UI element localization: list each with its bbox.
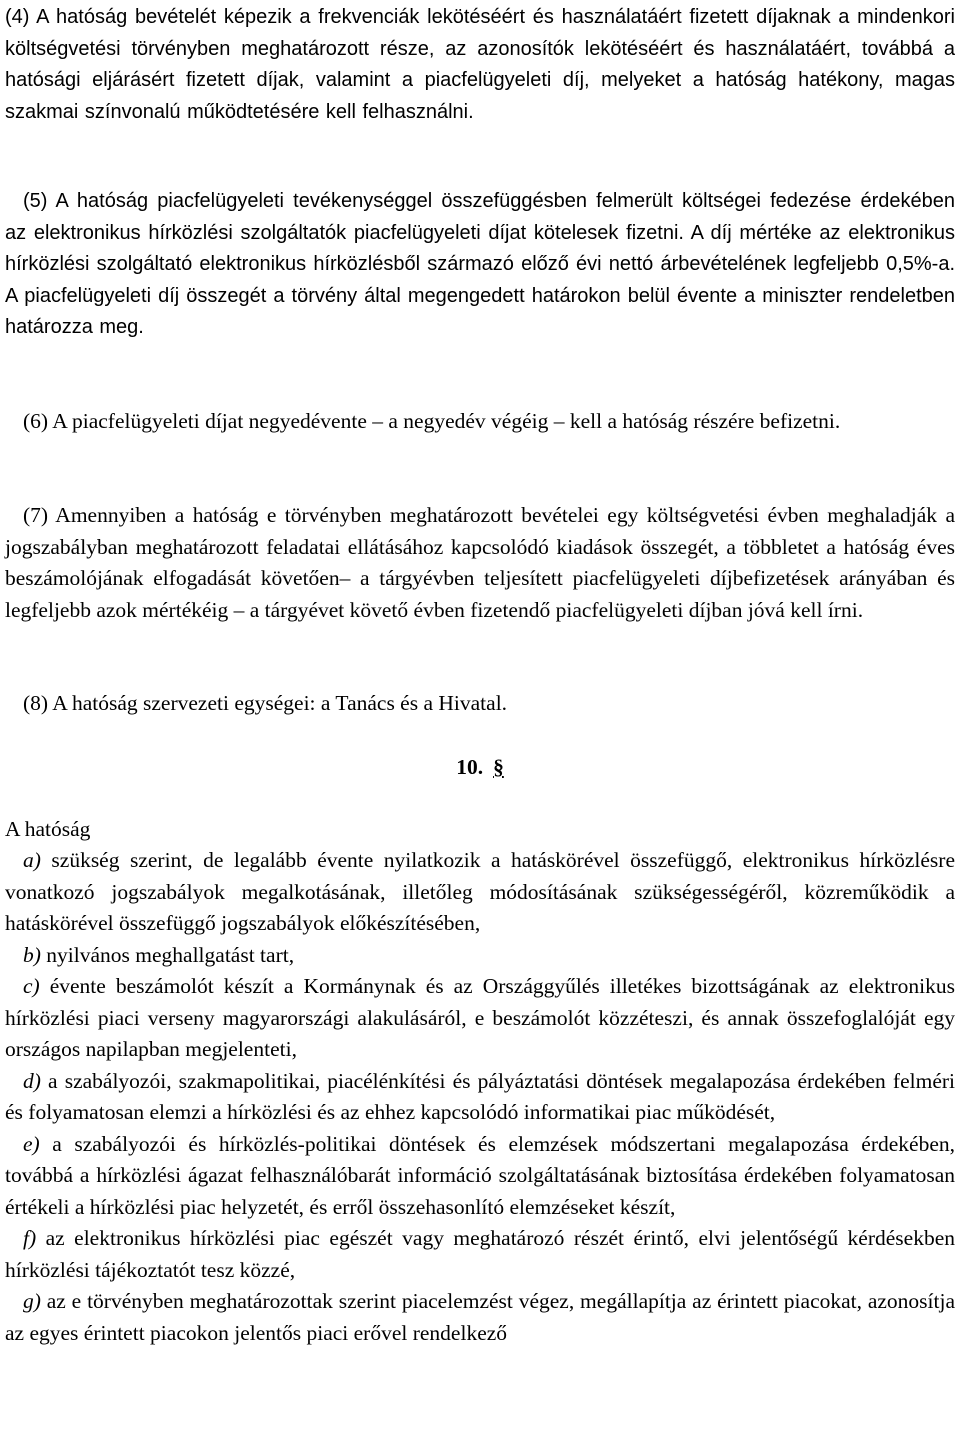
paragraph-7: (7) Amennyiben a hatóság e törvényben meghatározott bevételei egy költségvetési évben meghaladják a jogszabályban meghatározott feladatai ellátásához kapcsolódó kiadások összegét, a többletet a hatóság éves beszámolójának elfogadását követően– a tárgyévben teljesített piacfelügyeleti díjbefizetések arányában és legfeljebb azok mértékéig – a tárgyévet követő évben fizetendő piacfelügyeleti díjban jóvá kell írni.	[5, 503, 955, 622]
paragraph-6: (6) A piacfelügyeleti díjat negyedévente – a negyedév végéig – kell a hatóság részére befizetni.	[23, 409, 841, 433]
list-item	[5, 1066, 955, 1129]
item-label: b)	[23, 942, 41, 967]
section-number: 10.	[456, 755, 484, 779]
list-item	[5, 1129, 955, 1224]
item-text: a szabályozói, szakmapolitikai, piacélénkítési és pályáztatási döntések megalapozása érdekében felméri és folyamatosan elemzi a hírközlési és az ehhez kapcsolódó informatikai piac működését,	[5, 1068, 956, 1124]
paragraph-5: (5) A hatóság piacfelügyeleti tevékenységgel összefüggésben felmerült költségei fedezése érdekében az elektronikus hírközlési szolgáltatók piacfelügyeleti díjat kötelesek fizetni. A díj mértéke az elektronikus hírközlési szolgáltató elektronikus hírközlésből származó előző évi nettó árbevételének legfeljebb 0,5%-a. A piacfelügyeleti díj összegét a törvény által megengedett határokon belül évente a miniszter rendeletben határozza meg.	[5, 190, 955, 338]
list-item	[5, 1286, 955, 1349]
item-label: d)	[23, 1068, 41, 1093]
item-text: a szabályozói és hírközlés-politikai döntések és elemzések módszertani megalapozása érdekében, továbbá a hírközlési ágazat felhasználóbarát információ szolgáltatásának biztosítása érdekében folyamatosan értékeli a hírközlési piac helyzetét, és erről összehasonlító elemzéseket készít,	[5, 1131, 956, 1219]
item-text: szükség szerint, de legalább évente nyilatkozik a hatáskörével összefüggő, elektronikus hírközlésre vonatkozó jogszabályok megalkotásának, illetőleg módosításának szükségességéről, közreműködik a hatáskörével összefüggő jogszabályok előkészítésében,	[5, 848, 955, 935]
paragraph-4: (4) A hatóság bevételét képezik a frekvenciák lekötéséért és használatáért fizetett díjaknak a mindenkori költségvetési törvényben meghatározott része, az azonosítók lekötéséért és használatáért, továbbá a hatósági eljárásért fizetett díjak, valamint a piacfelügyeleti díj, melyeket a hatóság hatékony, magas szakmai színvonalú működtetésére kell felhasználni.	[5, 6, 955, 123]
paragraph-8: (8) A hatóság szervezeti egységei: a Tanács és a Hivatal.	[23, 691, 508, 715]
section-heading	[5, 752, 955, 784]
list-item	[5, 1223, 955, 1286]
item-label: a)	[23, 848, 41, 872]
list-item	[5, 845, 955, 940]
section-intro: A hatóság	[5, 817, 91, 841]
item-label: c)	[23, 974, 40, 998]
item-text: nyilvános meghallgatást tart,	[46, 942, 295, 967]
item-label: e)	[23, 1131, 40, 1156]
list-item	[5, 971, 955, 1066]
list-item	[5, 940, 955, 972]
section-symbol: §	[493, 755, 504, 779]
item-label: f)	[23, 1226, 37, 1250]
item-list	[5, 845, 955, 1349]
item-text: évente beszámolót készít a Kormánynak és az Országgyűlés illetékes bizottságának az elektronikus hírközlési piaci verseny magyarországi alakulásáról, e beszámolót közzéteszi, és annak összefoglalóját egy országos napilapban megjelenteti,	[5, 974, 956, 1061]
item-text: az elektronikus hírközlési piac egészét vagy meghatározó részét érintő, elvi jelentőségű kérdésekben hírközlési tájékoztatót tesz közzé,	[5, 1226, 956, 1282]
item-text: az e törvényben meghatározottak szerint piacelemzést végez, megállapítja az érintett piacokat, azonosítja az egyes érintett piacokon jelentős piaci erővel rendelkező	[5, 1289, 956, 1345]
item-label: g)	[23, 1289, 41, 1313]
